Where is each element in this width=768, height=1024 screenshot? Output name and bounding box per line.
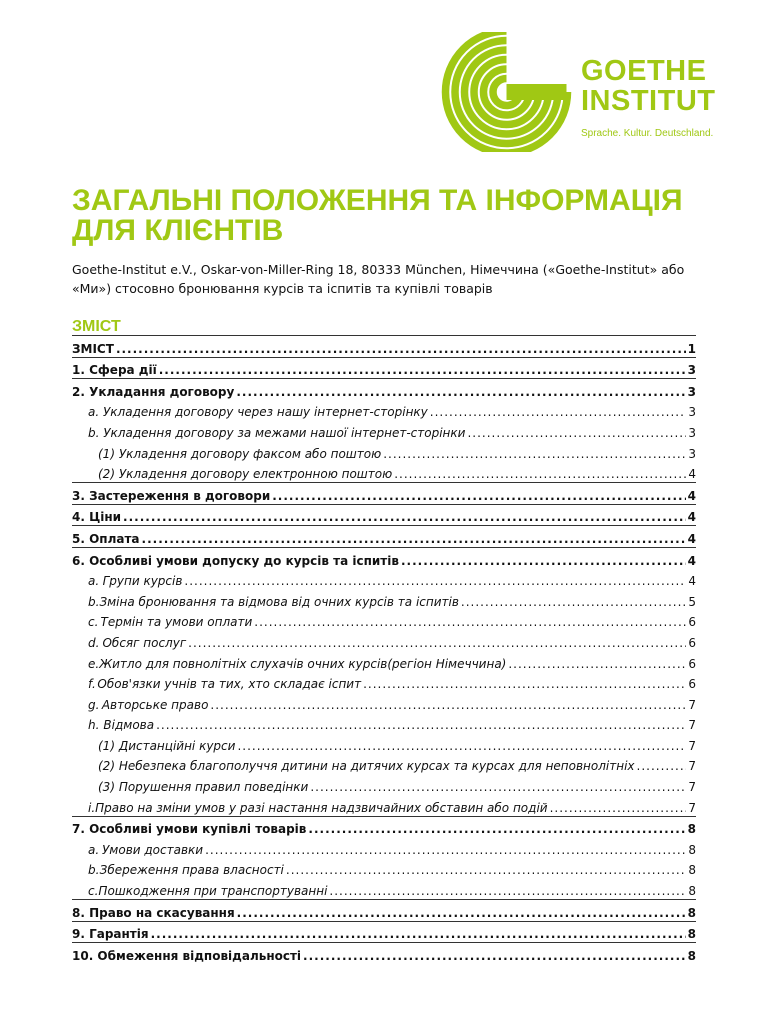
toc-entry[interactable] <box>72 795 696 816</box>
toc-entry[interactable] <box>72 858 696 879</box>
toc-entry-page-number: 6 <box>688 656 696 671</box>
toc-entry-label: Відмова <box>103 718 155 733</box>
toc-entry-page-number: 3 <box>688 405 696 420</box>
toc-entry-label: Житло для повнолітніх слухачів очних курсів(регіон Німеччина) <box>99 656 507 671</box>
toc-entry-label: 9. Гарантія <box>72 927 149 942</box>
toc-entry-label: ЗМІСТ <box>72 341 114 356</box>
toc-entry-label: 10. Обмеження відповідальності <box>72 948 302 963</box>
toc-entry-page-number: 5 <box>688 594 696 609</box>
toc-entry-label: 4. Ціни <box>72 510 122 525</box>
toc-entry-page-number: 4 <box>687 553 696 568</box>
toc-entry[interactable] <box>72 754 696 775</box>
toc-entry-letter: b. <box>88 863 100 878</box>
toc-entry[interactable] <box>72 630 696 651</box>
toc-entry-page-number: 4 <box>687 510 696 525</box>
toc-entry[interactable] <box>72 400 696 421</box>
toc-dot-leader <box>461 595 686 610</box>
toc-entry[interactable] <box>72 441 696 462</box>
toc-dot-leader <box>363 677 686 692</box>
toc-entry-page-number: 7 <box>688 697 696 712</box>
toc-entry-page-number: 7 <box>688 780 696 795</box>
intro-paragraph: Goethe-Institut e.V., Oskar-von-Miller-Ring 18, 80333 München, Німеччина («Goethe-Institut» або «Ми») стосовно бронювання курсів та іспитів та купівлі товарів <box>72 262 685 296</box>
toc-entry-label: (2) Укладення договору електронною поштою <box>98 467 393 482</box>
toc-entry-page-number: 6 <box>688 677 696 692</box>
toc-entry-page-number: 4 <box>687 488 696 503</box>
toc-entry-label: Обов'язки учнів та тих, хто складає іспит <box>97 677 362 692</box>
toc-entry[interactable] <box>72 774 696 795</box>
toc-entry-letter: c. <box>88 884 99 899</box>
toc-entry-label: Авторське право <box>101 697 209 712</box>
toc-entry-label: 5. Оплата <box>72 531 140 546</box>
toc-entry-letter: f. <box>88 677 96 692</box>
toc-dot-leader <box>210 698 686 713</box>
logo-wordmark <box>581 56 716 116</box>
toc-entry-page-number: 8 <box>687 822 696 837</box>
table-of-contents <box>72 335 696 964</box>
toc-dot-leader <box>329 884 686 899</box>
toc-entry-label: Обсяг послуг <box>102 635 187 650</box>
toc-entry[interactable] <box>72 733 696 754</box>
toc-dot-leader <box>310 780 686 795</box>
toc-dot-leader <box>430 405 686 420</box>
toc-entry-page-number: 8 <box>687 948 696 963</box>
toc-entry[interactable] <box>72 713 696 734</box>
toc-dot-leader <box>237 906 686 921</box>
toc-entry[interactable] <box>72 692 696 713</box>
toc-entry-label: (2) Небезпека благополуччя дитини на дитячих курсах та курсах для неповнолітніх <box>98 759 635 774</box>
toc-entry[interactable] <box>72 899 696 921</box>
toc-entry-letter: i. <box>88 800 96 815</box>
toc-entry-page-number: 4 <box>687 531 696 546</box>
toc-entry[interactable] <box>72 921 696 943</box>
toc-entry-label: Право на зміни умов у разі настання надзвичайних обставин або подій <box>95 800 548 815</box>
toc-entry-page-number: 6 <box>688 635 696 650</box>
toc-entry[interactable] <box>72 482 696 504</box>
toc-entry-page-number: 7 <box>688 718 696 733</box>
toc-dot-leader <box>151 927 686 942</box>
toc-entry-page-number: 8 <box>688 842 696 857</box>
toc-entry-label: 2. Укладання договору <box>72 384 235 399</box>
toc-entry[interactable] <box>72 420 696 441</box>
toc-entry-letter: a. <box>88 574 100 589</box>
toc-entry-page-number: 1 <box>687 341 696 356</box>
toc-entry[interactable] <box>72 547 696 569</box>
toc-dot-leader <box>383 447 686 462</box>
logo-line-goethe: GOETHE <box>581 55 707 87</box>
toc-dot-leader <box>308 822 685 837</box>
toc-dot-leader <box>205 843 686 858</box>
toc-entry-label: (1) Дистанційні курси <box>98 738 236 753</box>
toc-entry-page-number: 8 <box>688 863 696 878</box>
toc-entry[interactable] <box>72 378 696 400</box>
document-title: ЗАГАЛЬНІ ПОЛОЖЕННЯ ТА ІНФОРМАЦІЯ ДЛЯ КЛІЄНТІВ <box>72 184 683 247</box>
toc-entry-label: 7. Особливі умови купівлі товарів <box>72 822 307 837</box>
toc-entry-label: Групи курсів <box>102 574 183 589</box>
toc-entry-label: a. Укладення договору через нашу інтернет-сторінку <box>88 405 428 420</box>
toc-entry-letter: b. <box>88 594 100 609</box>
toc-entry-label: Пошкодження при транспортуванні <box>98 884 328 899</box>
toc-entry-label: (1) Укладення договору факсом або поштою <box>98 446 382 461</box>
logo-tagline: Sprache. Kultur. Deutschland. <box>581 128 714 139</box>
toc-dot-leader <box>508 657 686 672</box>
toc-dot-leader <box>188 636 686 651</box>
toc-entry[interactable] <box>72 569 696 590</box>
toc-dot-leader <box>286 863 686 878</box>
toc-entry-label: b. Укладення договору за межами нашої інтернет-сторінки <box>88 425 466 440</box>
toc-entry-page-number: 7 <box>688 738 696 753</box>
toc-entry-page-number: 4 <box>688 467 696 482</box>
toc-entry[interactable] <box>72 837 696 858</box>
toc-entry-label: 8. Право на скасування <box>72 905 235 920</box>
goethe-institut-logo <box>440 32 716 152</box>
toc-dot-leader <box>237 739 686 754</box>
toc-entry-page-number: 8 <box>687 905 696 920</box>
toc-entry-label: 1. Сфера дії <box>72 363 157 378</box>
toc-entry[interactable] <box>72 357 696 379</box>
toc-dot-leader <box>116 342 686 357</box>
toc-entry-label: Зміна бронювання та відмова від очних курсів та іспитів <box>99 594 459 609</box>
toc-heading: ЗМІСТ <box>72 318 121 335</box>
toc-dot-leader <box>394 467 686 482</box>
toc-entry-letter: h. <box>88 718 100 733</box>
goethe-spiral-icon <box>440 32 576 152</box>
toc-entry-label: Умови доставки <box>101 842 204 857</box>
toc-entry[interactable] <box>72 462 696 483</box>
toc-entry-page-number: 7 <box>688 800 696 815</box>
toc-entry-page-number: 6 <box>688 615 696 630</box>
toc-entry[interactable] <box>72 335 696 357</box>
toc-entry-label: 6. Особливі умови допуску до курсів та іспитів <box>72 553 399 568</box>
toc-entry-page-number: 8 <box>687 927 696 942</box>
toc-entry[interactable] <box>72 816 696 838</box>
toc-entry-page-number: 4 <box>688 574 696 589</box>
toc-entry-letter: c. <box>88 615 99 630</box>
toc-entry[interactable] <box>72 942 696 964</box>
toc-entry-letter: e. <box>88 656 100 671</box>
toc-entry-letter: g. <box>88 697 100 712</box>
toc-entry-letter: a. <box>88 842 100 857</box>
toc-entry-label: (3) Порушення правил поведінки <box>98 780 309 795</box>
toc-entry-letter: d. <box>88 635 100 650</box>
toc-entry-page-number: 3 <box>688 425 696 440</box>
toc-dot-leader <box>184 574 686 589</box>
toc-dot-leader <box>637 759 686 774</box>
toc-entry[interactable] <box>72 878 696 899</box>
toc-dot-leader <box>236 385 685 400</box>
toc-dot-leader <box>123 510 686 525</box>
toc-dot-leader <box>254 615 686 630</box>
toc-dot-leader <box>303 949 686 964</box>
toc-entry-label: Збереження права власності <box>99 863 284 878</box>
toc-entry[interactable] <box>72 525 696 547</box>
toc-dot-leader <box>156 718 686 733</box>
toc-dot-leader <box>550 801 686 816</box>
toc-entry[interactable] <box>72 610 696 631</box>
toc-entry-page-number: 3 <box>688 446 696 461</box>
toc-dot-leader <box>467 426 686 441</box>
toc-dot-leader <box>142 532 686 547</box>
toc-entry-page-number: 8 <box>688 884 696 899</box>
toc-entry[interactable] <box>72 672 696 693</box>
toc-dot-leader <box>159 363 686 378</box>
toc-dot-leader <box>272 489 685 504</box>
toc-entry-page-number: 3 <box>687 384 696 399</box>
toc-dot-leader <box>401 554 686 569</box>
toc-entry-label: Термін та умови оплати <box>100 615 253 630</box>
toc-entry[interactable] <box>72 589 696 610</box>
toc-entry-page-number: 3 <box>687 363 696 378</box>
toc-entry[interactable] <box>72 651 696 672</box>
toc-entry-label: 3. Застереження в договори <box>72 488 271 503</box>
logo-line-institut: INSTITUT <box>581 85 716 117</box>
toc-entry-page-number: 7 <box>688 759 696 774</box>
toc-entry[interactable] <box>72 504 696 526</box>
